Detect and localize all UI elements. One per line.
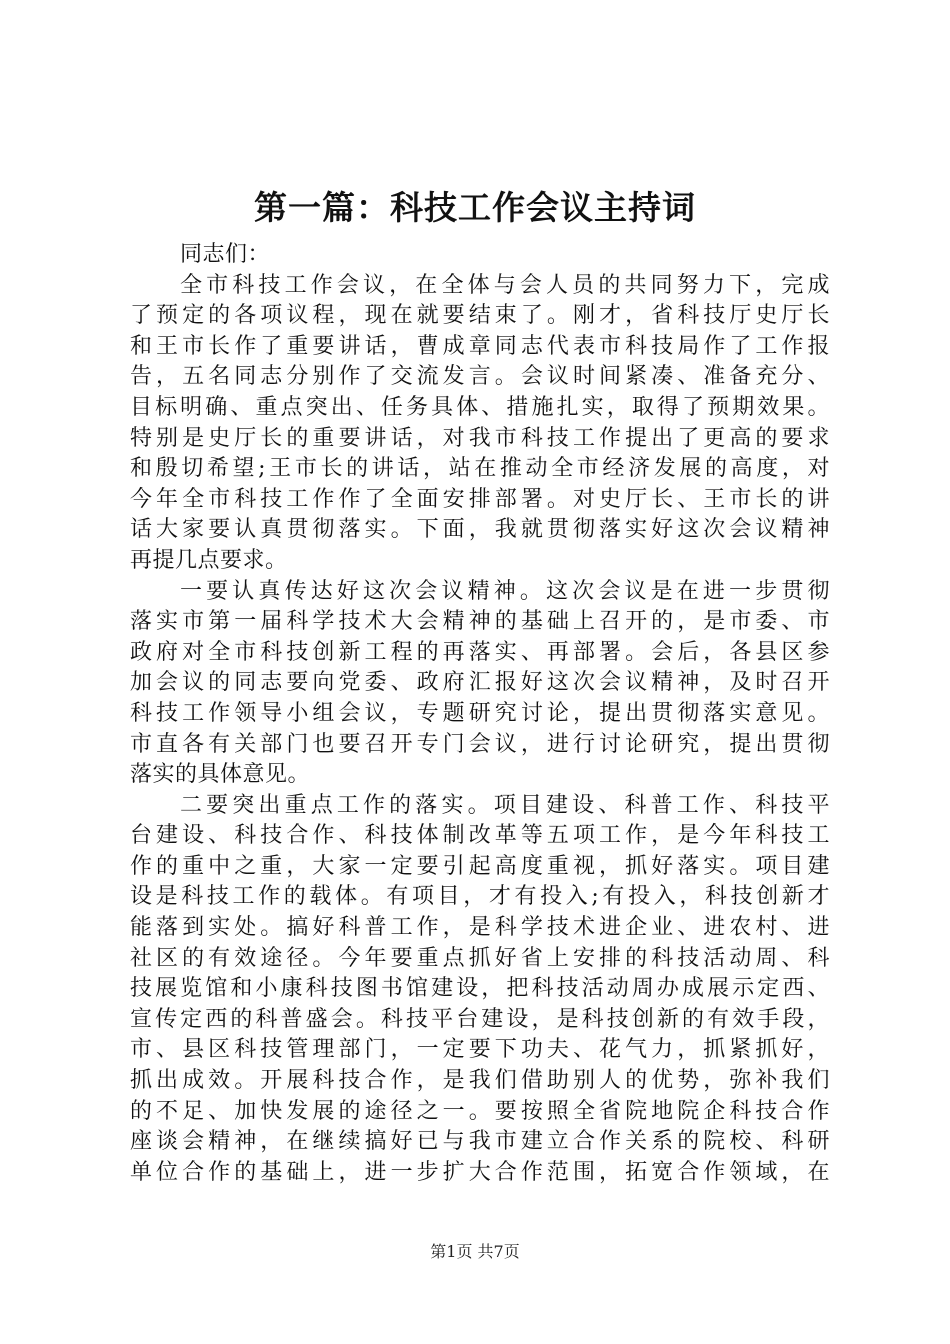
text-line: 台建设、科技合作、科技体制改革等五项工作，是今年科技工 [130, 823, 830, 849]
text-line: 座谈会精神，在继续搞好已与我市建立合作关系的院校、科研 [130, 1129, 830, 1155]
text-line: 今年全市科技工作作了全面安排部署。对史厅长、王市长的讲 [130, 486, 830, 512]
text-line: 特别是史厅长的重要讲话，对我市科技工作提出了更高的要求 [130, 425, 830, 451]
text-line: 科技工作领导小组会议，专题研究讨论，提出贯彻落实意见。 [130, 700, 830, 726]
text-line: 作的重中之重，大家一定要引起高度重视，抓好落实。项目建 [130, 853, 830, 879]
text-line: 技展览馆和小康科技图书馆建设，把科技活动周办成展示定西、 [130, 976, 830, 1002]
text-line: 政府对全市科技创新工程的再落实、再部署。会后，各县区参 [130, 639, 830, 665]
text-line: 宣传定西的科普盛会。科技平台建设，是科技创新的有效手段， [130, 1006, 830, 1032]
text-line: 市直各有关部门也要召开专门会议，进行讨论研究，提出贯彻 [130, 731, 830, 757]
text-line: 的不足、加快发展的途径之一。要按照全省院地院企科技合作 [130, 1098, 830, 1124]
text-line: 抓出成效。开展科技合作，是我们借助别人的优势，弥补我们 [130, 1068, 830, 1094]
text-line: 告，五名同志分别作了交流发言。会议时间紧凑、准备充分、 [130, 364, 830, 390]
document-body [130, 240, 830, 1188]
text-line: 二要突出重点工作的落实。项目建设、科普工作、科技平 [180, 792, 830, 818]
text-line: 落实的具体意见。 [130, 762, 311, 788]
text-line: 再提几点要求。 [130, 547, 288, 573]
page-indicator: 第1页 共7页 [430, 1242, 520, 1261]
text-line: 一要认真传达好这次会议精神。这次会议是在进一步贯彻 [180, 578, 830, 604]
text-line: 落实市第一届科学技术大会精神的基础上召开的，是市委、市 [130, 609, 830, 635]
text-line: 加会议的同志要向党委、政府汇报好这次会议精神，及时召开 [130, 670, 830, 696]
text-line: 社区的有效途径。今年要重点抓好省上安排的科技活动周、科 [130, 945, 830, 971]
text-line: 设是科技工作的载体。有项目，才有投入;有投入，科技创新才 [130, 884, 830, 910]
text-line: 全市科技工作会议，在全体与会人员的共同努力下，完成 [180, 272, 830, 298]
text-line: 单位合作的基础上，进一步扩大合作范围，拓宽合作领域，在 [130, 1159, 830, 1185]
text-line: 能落到实处。搞好科普工作，是科学技术进企业、进农村、进 [130, 915, 830, 941]
text-line: 市、县区科技管理部门，一定要下功夫、花气力，抓紧抓好， [130, 1037, 830, 1063]
text-line: 和王市长作了重要讲话，曹成章同志代表市科技局作了工作报 [130, 333, 830, 359]
text-line: 和殷切希望;王市长的讲话，站在推动全市经济发展的高度，对 [130, 456, 830, 482]
text-line: 了预定的各项议程，现在就要结束了。刚才，省科技厅史厅长 [130, 303, 830, 329]
text-line: 目标明确、重点突出、任务具体、措施扎实，取得了预期效果。 [130, 394, 830, 420]
page-title: 第一篇：科技工作会议主持词 [254, 188, 696, 227]
text-line: 话大家要认真贯彻落实。下面，我就贯彻落实好这次会议精神 [130, 517, 830, 543]
text-line: 同志们： [180, 242, 271, 267]
